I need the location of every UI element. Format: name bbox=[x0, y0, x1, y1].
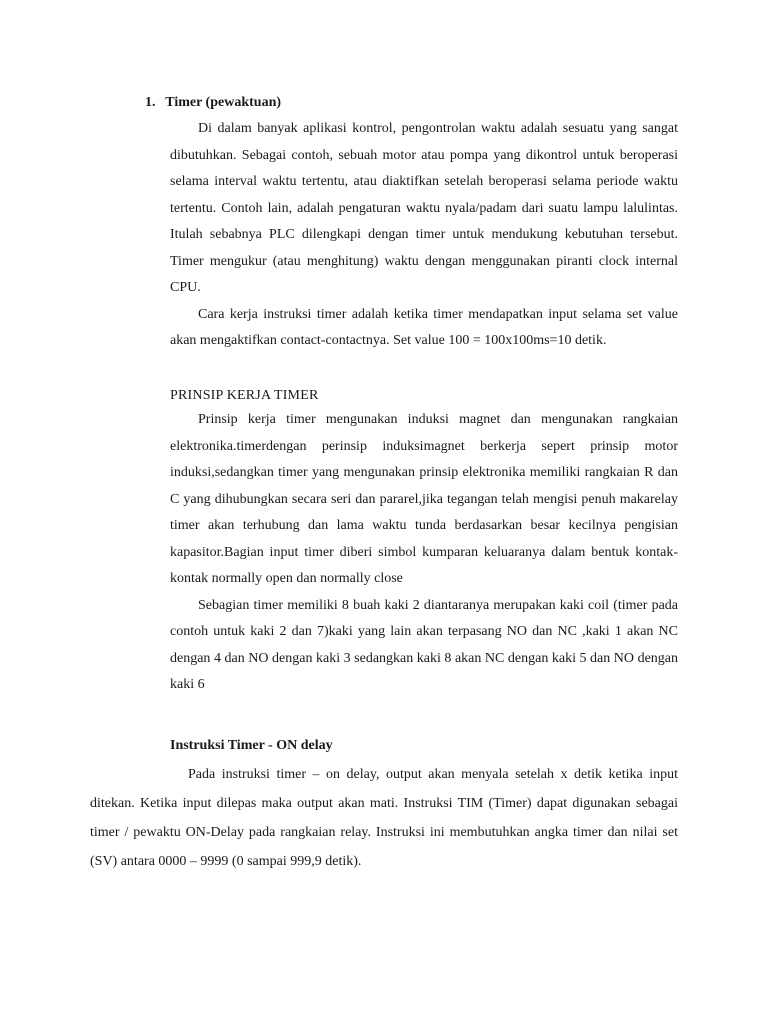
section-prinsip-body bbox=[170, 407, 678, 699]
paragraph: Pada instruksi timer – on delay, output akan menyala setelah x detik ketika input ditekan. Ketika input dilepas maka output akan mati. Instruksi TIM (Timer) dapat digunakan sebagai timer / pewaktu ON-Delay pada rangkaian relay. Instruksi ini membutuhkan angka timer dan nilai set (SV) antara 0000 – 9999 (0 sampai 999,9 detik). bbox=[90, 767, 678, 869]
section-timer-body bbox=[170, 116, 678, 355]
section-heading-on-delay: Instruksi Timer - ON delay bbox=[170, 738, 333, 753]
section-on-delay-body bbox=[90, 760, 678, 876]
paragraph: Prinsip kerja timer mengunakan induksi magnet dan mengunakan rangkaian elektronika.timerdengan perinsip induksimagnet berkerja sepert prinsip motor induksi,sedangkan timer yang mengunakan prinsip elektronika memiliki rangkaian R dan C yang dihubungkan secara seri dan pararel,jika tegangan telah mengisi penuh makarelay timer akan terhubung dan lama waktu tunda berdasarkan besar kecilnya pengisian kapasitor.Bagian input timer diberi simbol kumparan keluaranya dalam bentuk kontak-kontak normally open dan normally close bbox=[170, 412, 678, 586]
paragraph: Di dalam banyak aplikasi kontrol, pengontrolan waktu adalah sesuatu yang sangat dibutuhkan. Sebagai contoh, sebuah motor atau pompa yang dikontrol untuk beroperasi selama interval waktu tertentu, atau diaktifkan setelah beroperasi selama periode waktu tertentu. Contoh lain, adalah pengaturan waktu nyala/padam dari suatu lampu lalulintas. Itulah sebabnya PLC dilengkapi dengan timer untuk mendukung kebutuhan tersebut. Timer mengukur (atau menghitung) waktu dengan menggunakan piranti clock internal CPU. bbox=[170, 121, 678, 295]
paragraph: Sebagian timer memiliki 8 buah kaki 2 diantaranya merupakan kaki coil (timer pada contoh untuk kaki 2 dan 7)kaki yang lain akan terpasang NO dan NC ,kaki 1 akan NC dengan 4 dan NO dengan kaki 3 sedangkan kaki 8 akan NC dengan kaki 5 dan NO dengan kaki 6 bbox=[170, 597, 678, 692]
section-title: Timer (pewaktuan) bbox=[165, 95, 282, 110]
section-heading-timer bbox=[145, 93, 281, 113]
section-number: 1. bbox=[145, 95, 156, 110]
section-heading-prinsip: PRINSIP KERJA TIMER bbox=[170, 388, 319, 403]
paragraph: Cara kerja instruksi timer adalah ketika timer mendapatkan input selama set value akan mengaktifkan contact-contactnya. Set value 100 = 100x100ms=10 detik. bbox=[170, 306, 678, 348]
